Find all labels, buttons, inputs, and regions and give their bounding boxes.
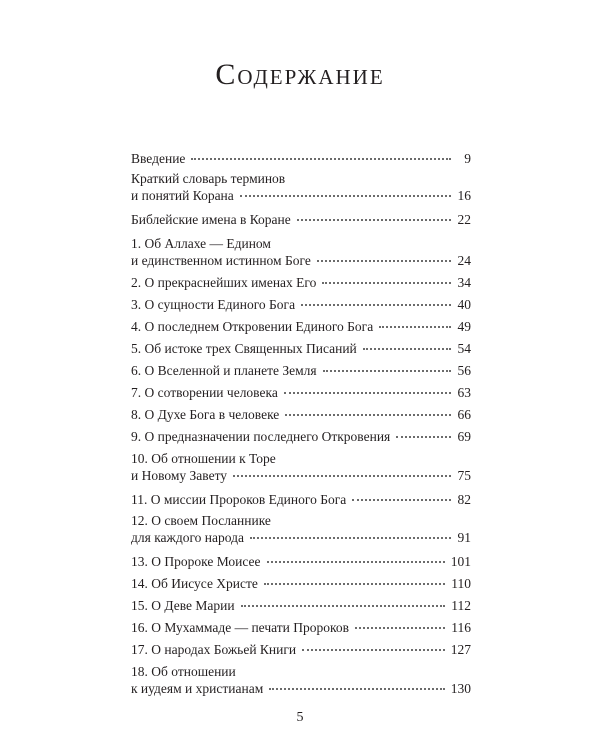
dot-leader: [322, 281, 451, 284]
toc-entry-title: 14. Об Иисусе Христе: [131, 576, 258, 591]
dot-leader: [352, 498, 451, 501]
dot-leader: [323, 369, 451, 372]
toc-entry-title: 16. О Мухаммаде — печати Пророков: [131, 620, 350, 635]
dot-leader: [302, 648, 445, 651]
toc-entry-page: 101: [450, 554, 471, 569]
toc-entry: [131, 362, 471, 379]
toc-entry: [131, 575, 471, 592]
toc-entry-title-line: 12. О своем Посланнике: [131, 513, 271, 528]
toc-entry-title: и Новому Завету: [131, 468, 228, 483]
toc-entry-title: 6. О Вселенной и планете Земля: [131, 363, 317, 378]
toc-entry-title-line: 1. Об Аллахе — Едином: [131, 236, 271, 251]
toc-entry-page: 63: [457, 385, 471, 400]
dot-leader: [396, 435, 451, 438]
toc-entry: [131, 619, 471, 636]
toc-entry-title: 17. О народах Божьей Книги: [131, 642, 297, 657]
toc-entry-page: 69: [457, 429, 471, 444]
dot-leader: [355, 626, 445, 629]
toc-entry-title: 4. О последнем Откровении Единого Бога: [131, 319, 374, 334]
toc-entry-title: 8. О Духе Бога в человеке: [131, 407, 280, 422]
toc-entry-title: 5. Об истоке трех Священных Писаний: [131, 341, 357, 356]
dot-leader: [284, 391, 451, 394]
toc-entry: [131, 641, 471, 658]
toc-entry-page: 56: [457, 363, 471, 378]
toc-entry: [131, 235, 471, 269]
toc-entry: [131, 597, 471, 614]
toc-entry-page: 66: [457, 407, 471, 422]
dot-leader: [317, 259, 451, 262]
dot-leader: [379, 325, 451, 328]
toc-entry-title: 11. О миссии Пророков Единого Бога: [131, 492, 347, 507]
toc-entry-page: 116: [451, 620, 471, 635]
page-title: Содержание: [215, 58, 385, 91]
dot-leader: [269, 687, 445, 690]
toc-entry-page: 22: [457, 212, 471, 227]
dot-leader: [233, 474, 451, 477]
toc-entry-page: 130: [450, 681, 471, 696]
toc-entry-page: 34: [457, 275, 471, 290]
dot-leader: [301, 303, 451, 306]
dot-leader: [240, 194, 451, 197]
toc-entry-title: 7. О сотворении человека: [131, 385, 278, 400]
toc-entry-title: для каждого народа: [131, 530, 244, 545]
dot-leader: [241, 604, 446, 607]
toc-entry-page: 16: [457, 188, 471, 203]
dot-leader: [297, 218, 451, 221]
toc-entry-page: 24: [457, 253, 471, 268]
toc-entry-page: 91: [457, 530, 471, 545]
toc-entry: [131, 274, 471, 291]
toc-entry: [131, 384, 471, 401]
toc-entry-page: 75: [457, 468, 471, 483]
toc-entry: [131, 318, 471, 335]
toc-entry: [131, 663, 471, 697]
toc-entry-title: Введение: [131, 151, 186, 166]
toc-entry: [131, 428, 471, 445]
toc-entry-title: 13. О Пророке Моисее: [131, 554, 261, 569]
toc-entry: [131, 491, 471, 508]
toc-entry-title-line: 18. Об отношении: [131, 664, 236, 679]
toc-entry-title: и единственном истинном Боге: [131, 253, 311, 268]
toc-entry-page: 112: [451, 598, 471, 613]
toc-entry: [131, 553, 471, 570]
toc-entry-page: 110: [451, 576, 471, 591]
dot-leader: [250, 536, 451, 539]
toc-entry: [131, 211, 471, 228]
dot-leader: [191, 157, 451, 160]
toc-entry-title-line: Краткий словарь терминов: [131, 171, 286, 186]
toc-entry-title: 9. О предназначении последнего Откровения: [131, 429, 391, 444]
toc-entry-title: Библейские имена в Коране: [131, 212, 291, 227]
toc-entry-title: к иудеям и христианам: [131, 681, 264, 696]
toc-entry-page: 9: [464, 151, 471, 166]
page-number: 5: [296, 710, 304, 725]
toc-entry-title: 2. О прекраснейших именах Его: [131, 275, 317, 290]
toc-entry: [131, 406, 471, 423]
toc-entry-page: 54: [457, 341, 471, 356]
toc-entry-page: 127: [450, 642, 471, 657]
toc-entry-title: и понятий Корана: [131, 188, 234, 203]
dot-leader: [267, 560, 445, 563]
toc-entry-page: 82: [457, 492, 471, 507]
dot-leader: [363, 347, 451, 350]
toc-entry-page: 40: [457, 297, 471, 312]
toc-entry-page: 49: [457, 319, 471, 334]
toc-entry: [131, 150, 471, 167]
toc-entry: [131, 170, 471, 204]
toc-entry-title-line: 10. Об отношении к Торе: [131, 451, 276, 466]
toc-entry-title: 3. О сущности Единого Бога: [131, 297, 296, 312]
toc-entry: [131, 296, 471, 313]
toc-entry: [131, 512, 471, 546]
dot-leader: [264, 582, 445, 585]
dot-leader: [285, 413, 451, 416]
toc-entry-title: 15. О Деве Марии: [131, 598, 235, 613]
toc-entry: [131, 450, 471, 484]
toc-entry: [131, 340, 471, 357]
